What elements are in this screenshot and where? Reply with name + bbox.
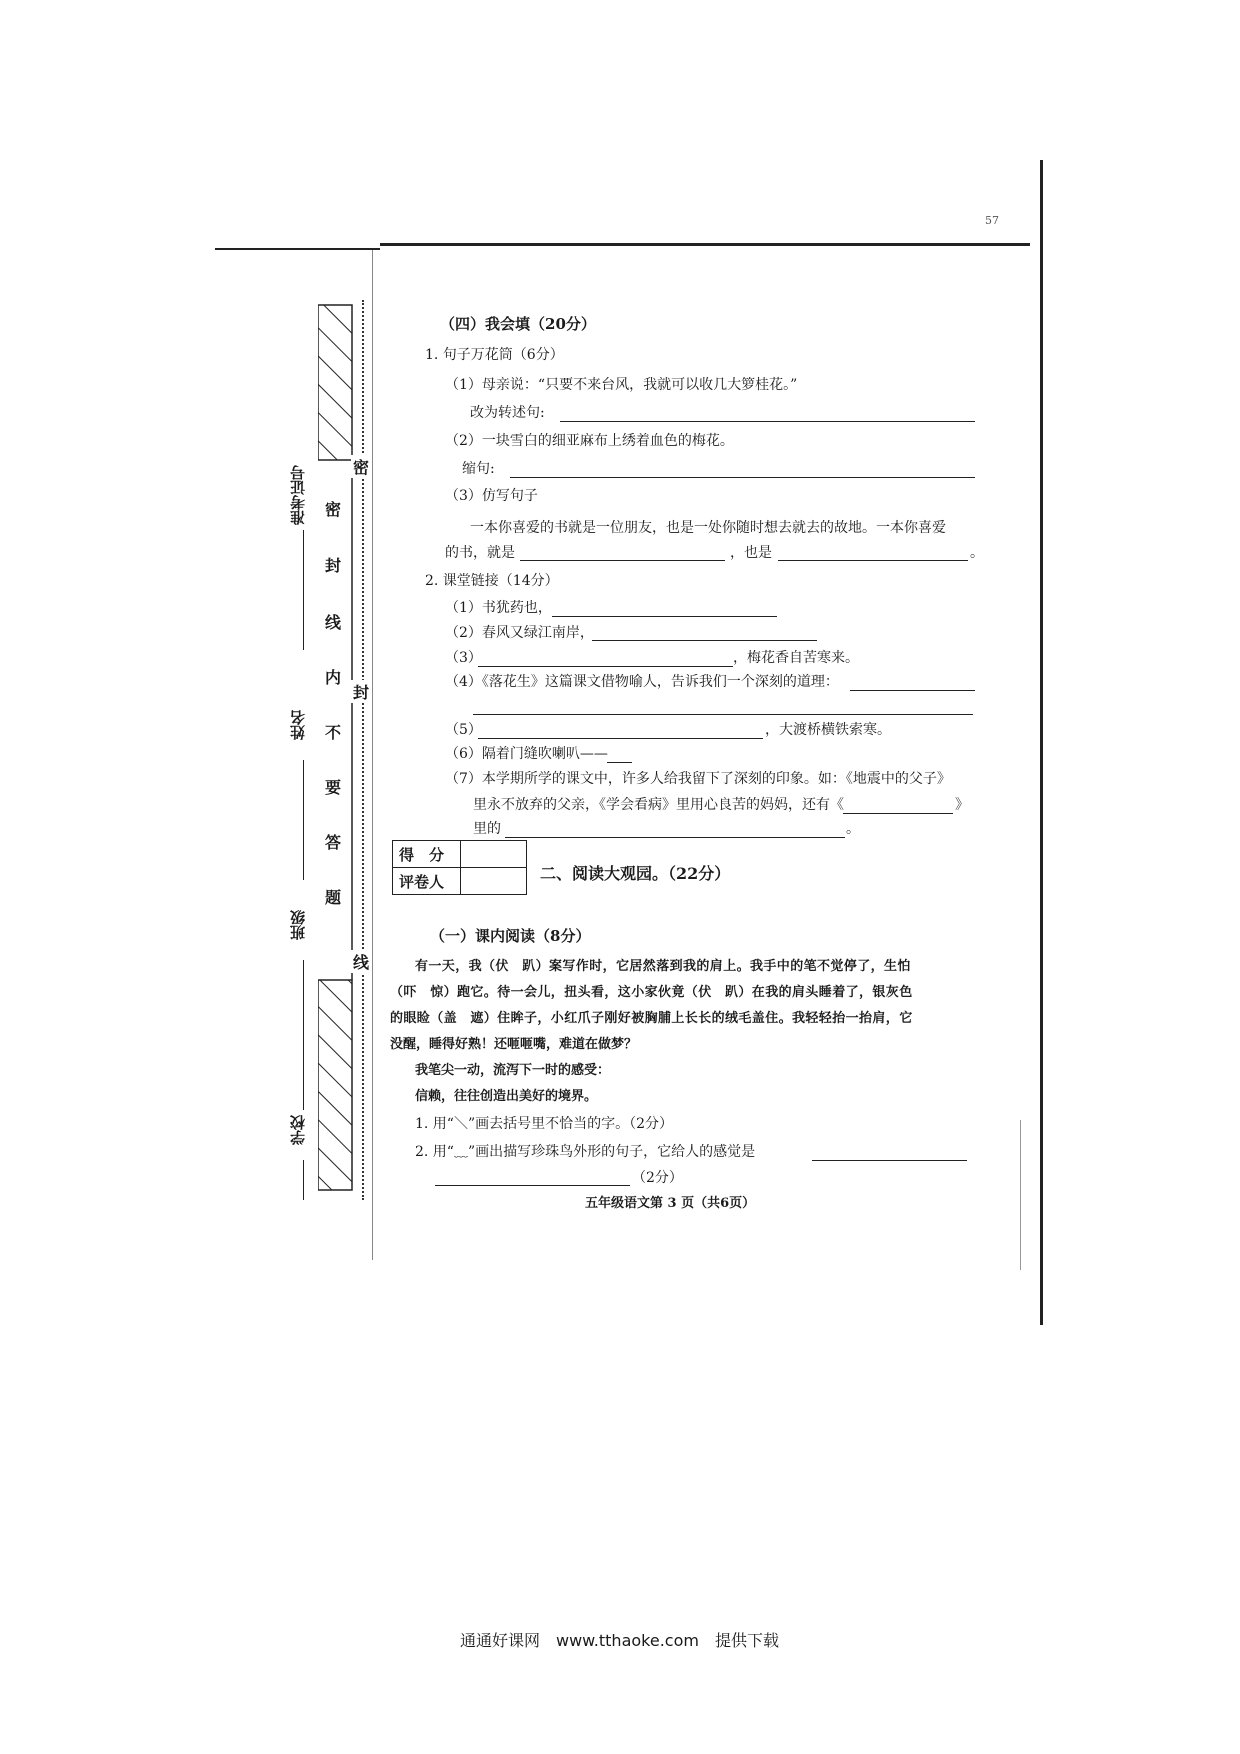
passage-line: 信赖，往往创造出美好的境界。	[415, 1089, 598, 1104]
warning-char: 答	[324, 833, 341, 852]
page-left-border	[372, 250, 373, 1260]
exam-id-label: 准考证号	[289, 465, 307, 525]
passage-line: 的眼睑（盖 遮）住眸子，小红爪子刚好被胸脯上长长的绒毛盖住。我轻轻抬一抬肩，它	[390, 1011, 913, 1026]
q1-s3-blank2[interactable]	[778, 560, 968, 561]
q2-item2-line[interactable]	[592, 640, 817, 641]
q2-item7-book-line[interactable]	[843, 813, 953, 814]
reading-q2-line1[interactable]	[812, 1160, 967, 1161]
school-line	[303, 1160, 304, 1200]
q2-item4-line2[interactable]	[473, 714, 973, 715]
seal-char: 线	[351, 950, 371, 973]
top-rule-left	[215, 248, 380, 250]
name-label: 姓名	[289, 710, 307, 740]
q1-s3-line2b: ，也是	[730, 545, 772, 561]
q1-title: 1. 句子万花筒（6分）	[425, 347, 564, 363]
q1-s2: （2）一块雪白的细亚麻布上绣着血色的梅花。	[445, 433, 734, 449]
top-rule-right	[380, 243, 1030, 246]
q2-item5-line[interactable]	[478, 738, 763, 739]
warning-char: 要	[324, 778, 341, 797]
class-label: 班级	[289, 910, 307, 940]
score-label: 得 分	[393, 841, 461, 868]
warning-char: 内	[324, 668, 341, 687]
q1-s2-prompt: 缩句:	[462, 461, 495, 477]
passage-line: 没醒，睡得好熟！还咂咂嘴，难道在做梦？	[390, 1037, 638, 1052]
corner-mark: 57	[985, 214, 999, 227]
grader-label: 评卷人	[393, 868, 461, 895]
section2-title: 二、阅读大观园。（22分）	[540, 864, 731, 883]
score-cell[interactable]	[461, 841, 527, 868]
section4-title: （四）我会填（20分）	[440, 315, 596, 333]
q2-item5a: （5）	[445, 722, 482, 738]
q2-item7-line1: （7）本学期所学的课文中，许多人给我留下了深刻的印象。如：《地震中的父子》	[445, 771, 951, 787]
binding-margin	[240, 300, 370, 1200]
q2-item7-line2b: 》	[955, 797, 969, 813]
q2-item2: （2）春风又绿江南岸，	[445, 625, 594, 641]
q1-s2-answer-line[interactable]	[510, 477, 975, 478]
q2-item5b: ，大渡桥横铁索寒。	[765, 722, 891, 738]
site-footer: 通通好课网 www.tthaoke.com 提供下载	[460, 1631, 779, 1650]
warning-char: 题	[324, 888, 341, 907]
q2-title: 2. 课堂链接（14分）	[425, 573, 559, 589]
section2-sub1: （一）课内阅读（8分）	[430, 927, 591, 945]
q1-s1-answer-line[interactable]	[560, 421, 975, 422]
q2-item7-line3a: 里的	[473, 821, 501, 837]
warning-char: 线	[324, 613, 341, 632]
q2-item4-line1[interactable]	[850, 690, 975, 691]
reading-q2: 2. 用“﹏”画出描写珍珠鸟外形的句子，它给人的感觉是	[415, 1144, 756, 1160]
q1-s1: （1）母亲说：“只要不来台风，我就可以收几大箩桂花。”	[445, 377, 798, 393]
q2-item6-line[interactable]	[607, 762, 632, 763]
score-table	[392, 840, 527, 895]
page-right-border	[1020, 1120, 1021, 1270]
q1-s3-line1: 一本你喜爱的书就是一位朋友，也是一处你随时想去就去的故地。一本你喜爱	[470, 520, 946, 536]
warning-char: 密	[324, 500, 341, 519]
reading-q2-score: （2分）	[632, 1170, 683, 1186]
q2-item4: （4）《落花生》这篇课文借物喻人，告诉我们一个深刻的道理：	[445, 674, 839, 690]
exam-id-line	[303, 530, 304, 650]
passage-line: 有一天，我（伏 趴）案写作时，它居然落到我的肩上。我手中的笔不觉停了，生怕	[415, 959, 911, 974]
reading-q1: 1. 用“＼”画去括号里不恰当的字。（2分）	[415, 1116, 674, 1132]
q2-item1: （1）书犹药也，	[445, 600, 552, 616]
seal-char: 封	[351, 680, 371, 703]
q2-item7-person-line[interactable]	[505, 837, 845, 838]
warning-char: 封	[324, 556, 341, 575]
q2-item1-line[interactable]	[552, 616, 777, 617]
q1-s1-prompt: 改为转述句:	[470, 405, 545, 421]
grader-cell[interactable]	[461, 868, 527, 895]
q2-item7-line3b: 。	[846, 821, 860, 837]
q1-s3-line2a: 的书，就是	[445, 545, 515, 561]
page-footer: 五年级语文第 3 页（共6页）	[585, 1196, 756, 1211]
q1-s3: （3）仿写句子	[445, 488, 538, 504]
class-line	[303, 960, 304, 1110]
q2-item3b: ，梅花香自苦寒来。	[733, 650, 859, 666]
q2-item3a: （3）	[445, 650, 482, 666]
q1-s3-blank1[interactable]	[520, 560, 725, 561]
name-line	[303, 760, 304, 880]
right-edge-line	[1040, 160, 1043, 1325]
seal-dotted-line	[362, 300, 364, 1200]
q1-s3-end: 。	[970, 545, 984, 561]
q2-item3-line[interactable]	[478, 666, 733, 667]
reading-q2-line2[interactable]	[435, 1185, 630, 1186]
warning-char: 不	[324, 723, 341, 742]
q2-item6: （6）隔着门缝吹喇叭——	[445, 746, 608, 762]
q2-item7-line2a: 里永不放弃的父亲，《学会看病》里用心良苦的妈妈，还有《	[473, 797, 844, 813]
passage-line: 我笔尖一动，流泻下一时的感受：	[415, 1063, 611, 1078]
school-label: 学校	[289, 1115, 307, 1145]
passage-line: （吓 惊）跑它。待一会儿，扭头看，这小家伙竟（伏 趴）在我的肩头睡着了，银灰色	[390, 985, 913, 1000]
seal-char: 密	[351, 455, 371, 478]
hatch-strip	[318, 300, 358, 1200]
